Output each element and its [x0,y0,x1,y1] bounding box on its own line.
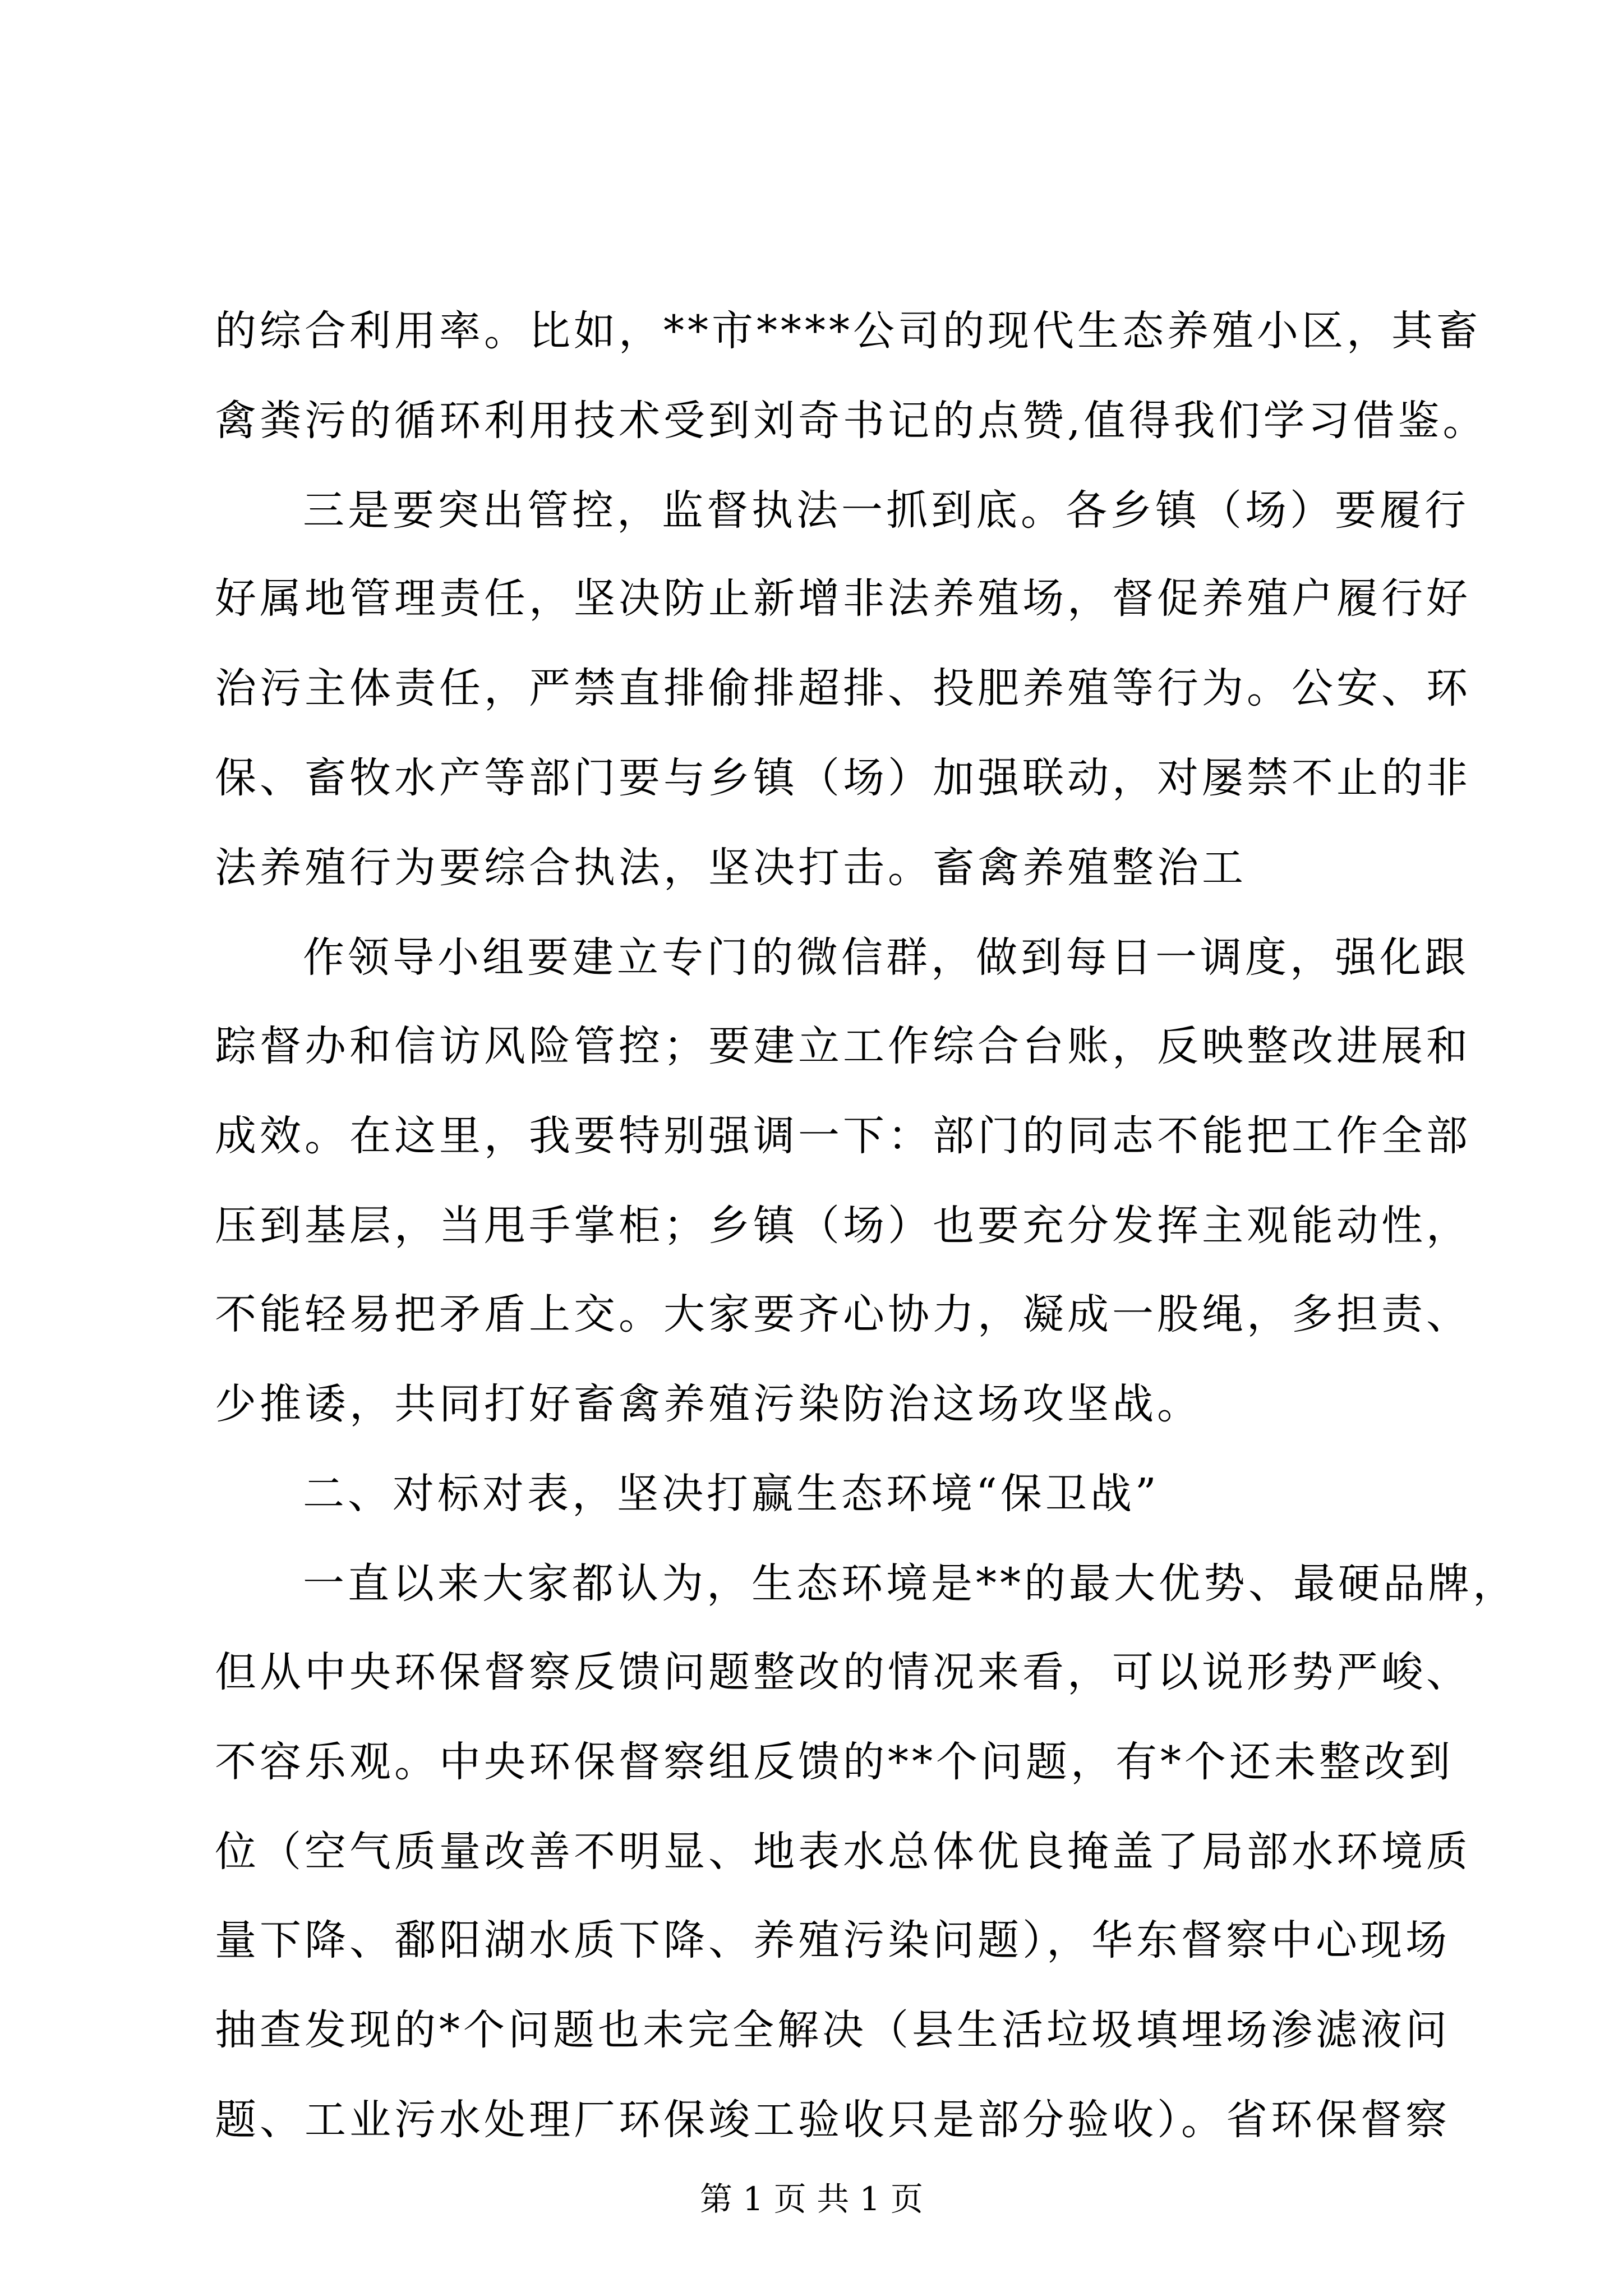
text-line: 量下降、鄱阳湖水质下降、养殖污染问题），华东督察中心现场 [215,1916,1450,1964]
text-line: 好属地管理责任，坚决防止新增非法养殖场，督促养殖户履行好 [215,574,1471,623]
text-line: 压到基层，当甩手掌柜；乡镇（场）也要充分发挥主观能动性， [215,1202,1471,1250]
text-line: 但从中央环保督察反馈问题整改的情况来看，可以说形势严峻、 [215,1648,1471,1696]
text-line: 的综合利用率。比如，**市****公司的现代生态养殖小区，其畜 [215,307,1481,355]
text-line: 治污主体责任，严禁直排偷排超排、投肥养殖等行为。公安、环 [215,664,1471,712]
text-line: 踪督办和信访风险管控；要建立工作综合台账，反映整改进展和 [215,1022,1471,1070]
paragraph-start-line: 一直以来大家都认为，生态环境是**的最大优势、最硬品牌， [303,1559,1518,1608]
text-line: 位（空气质量改善不明显、地表水总体优良掩盖了局部水环境质 [215,1828,1471,1876]
text-line: 不容乐观。中央环保督察组反馈的**个问题，有*个还未整改到 [215,1738,1454,1786]
text-line: 不能轻易把矛盾上交。大家要齐心协力，凝成一股绳，多担责、 [215,1290,1471,1338]
text-line: 抽查发现的*个问题也未完全解决（县生活垃圾填埋场渗滤液问 [215,2006,1450,2054]
section-heading: 二、对标对表，坚决打赢生态环境“保卫战” [303,1470,1160,1518]
text-line: 题、工业污水处理厂环保竣工验收只是部分验收）。省环保督察 [215,2096,1450,2144]
text-line: 成效。在这里，我要特别强调一下：部门的同志不能把工作全部 [215,1112,1471,1160]
paragraph-start-line: 三是要突出管控，监督执法一抓到底。各乡镇（场）要履行 [303,486,1469,535]
text-line: 法养殖行为要综合执法，坚决打击。畜禽养殖整治工 [215,844,1247,892]
text-line: 少推诿，共同打好畜禽养殖污染防治这场攻坚战。 [215,1380,1202,1428]
text-line: 保、畜牧水产等部门要与乡镇（场）加强联动，对屡禁不止的非 [215,754,1471,802]
text-line: 禽粪污的循环利用技术受到刘奇书记的点赞,值得我们学习借鉴。 [215,397,1488,445]
page-number-footer: 第 1 页 共 1 页 [700,2180,923,2218]
paragraph-start-line: 作领导小组要建立专门的微信群，做到每日一调度，强化跟 [303,933,1469,982]
